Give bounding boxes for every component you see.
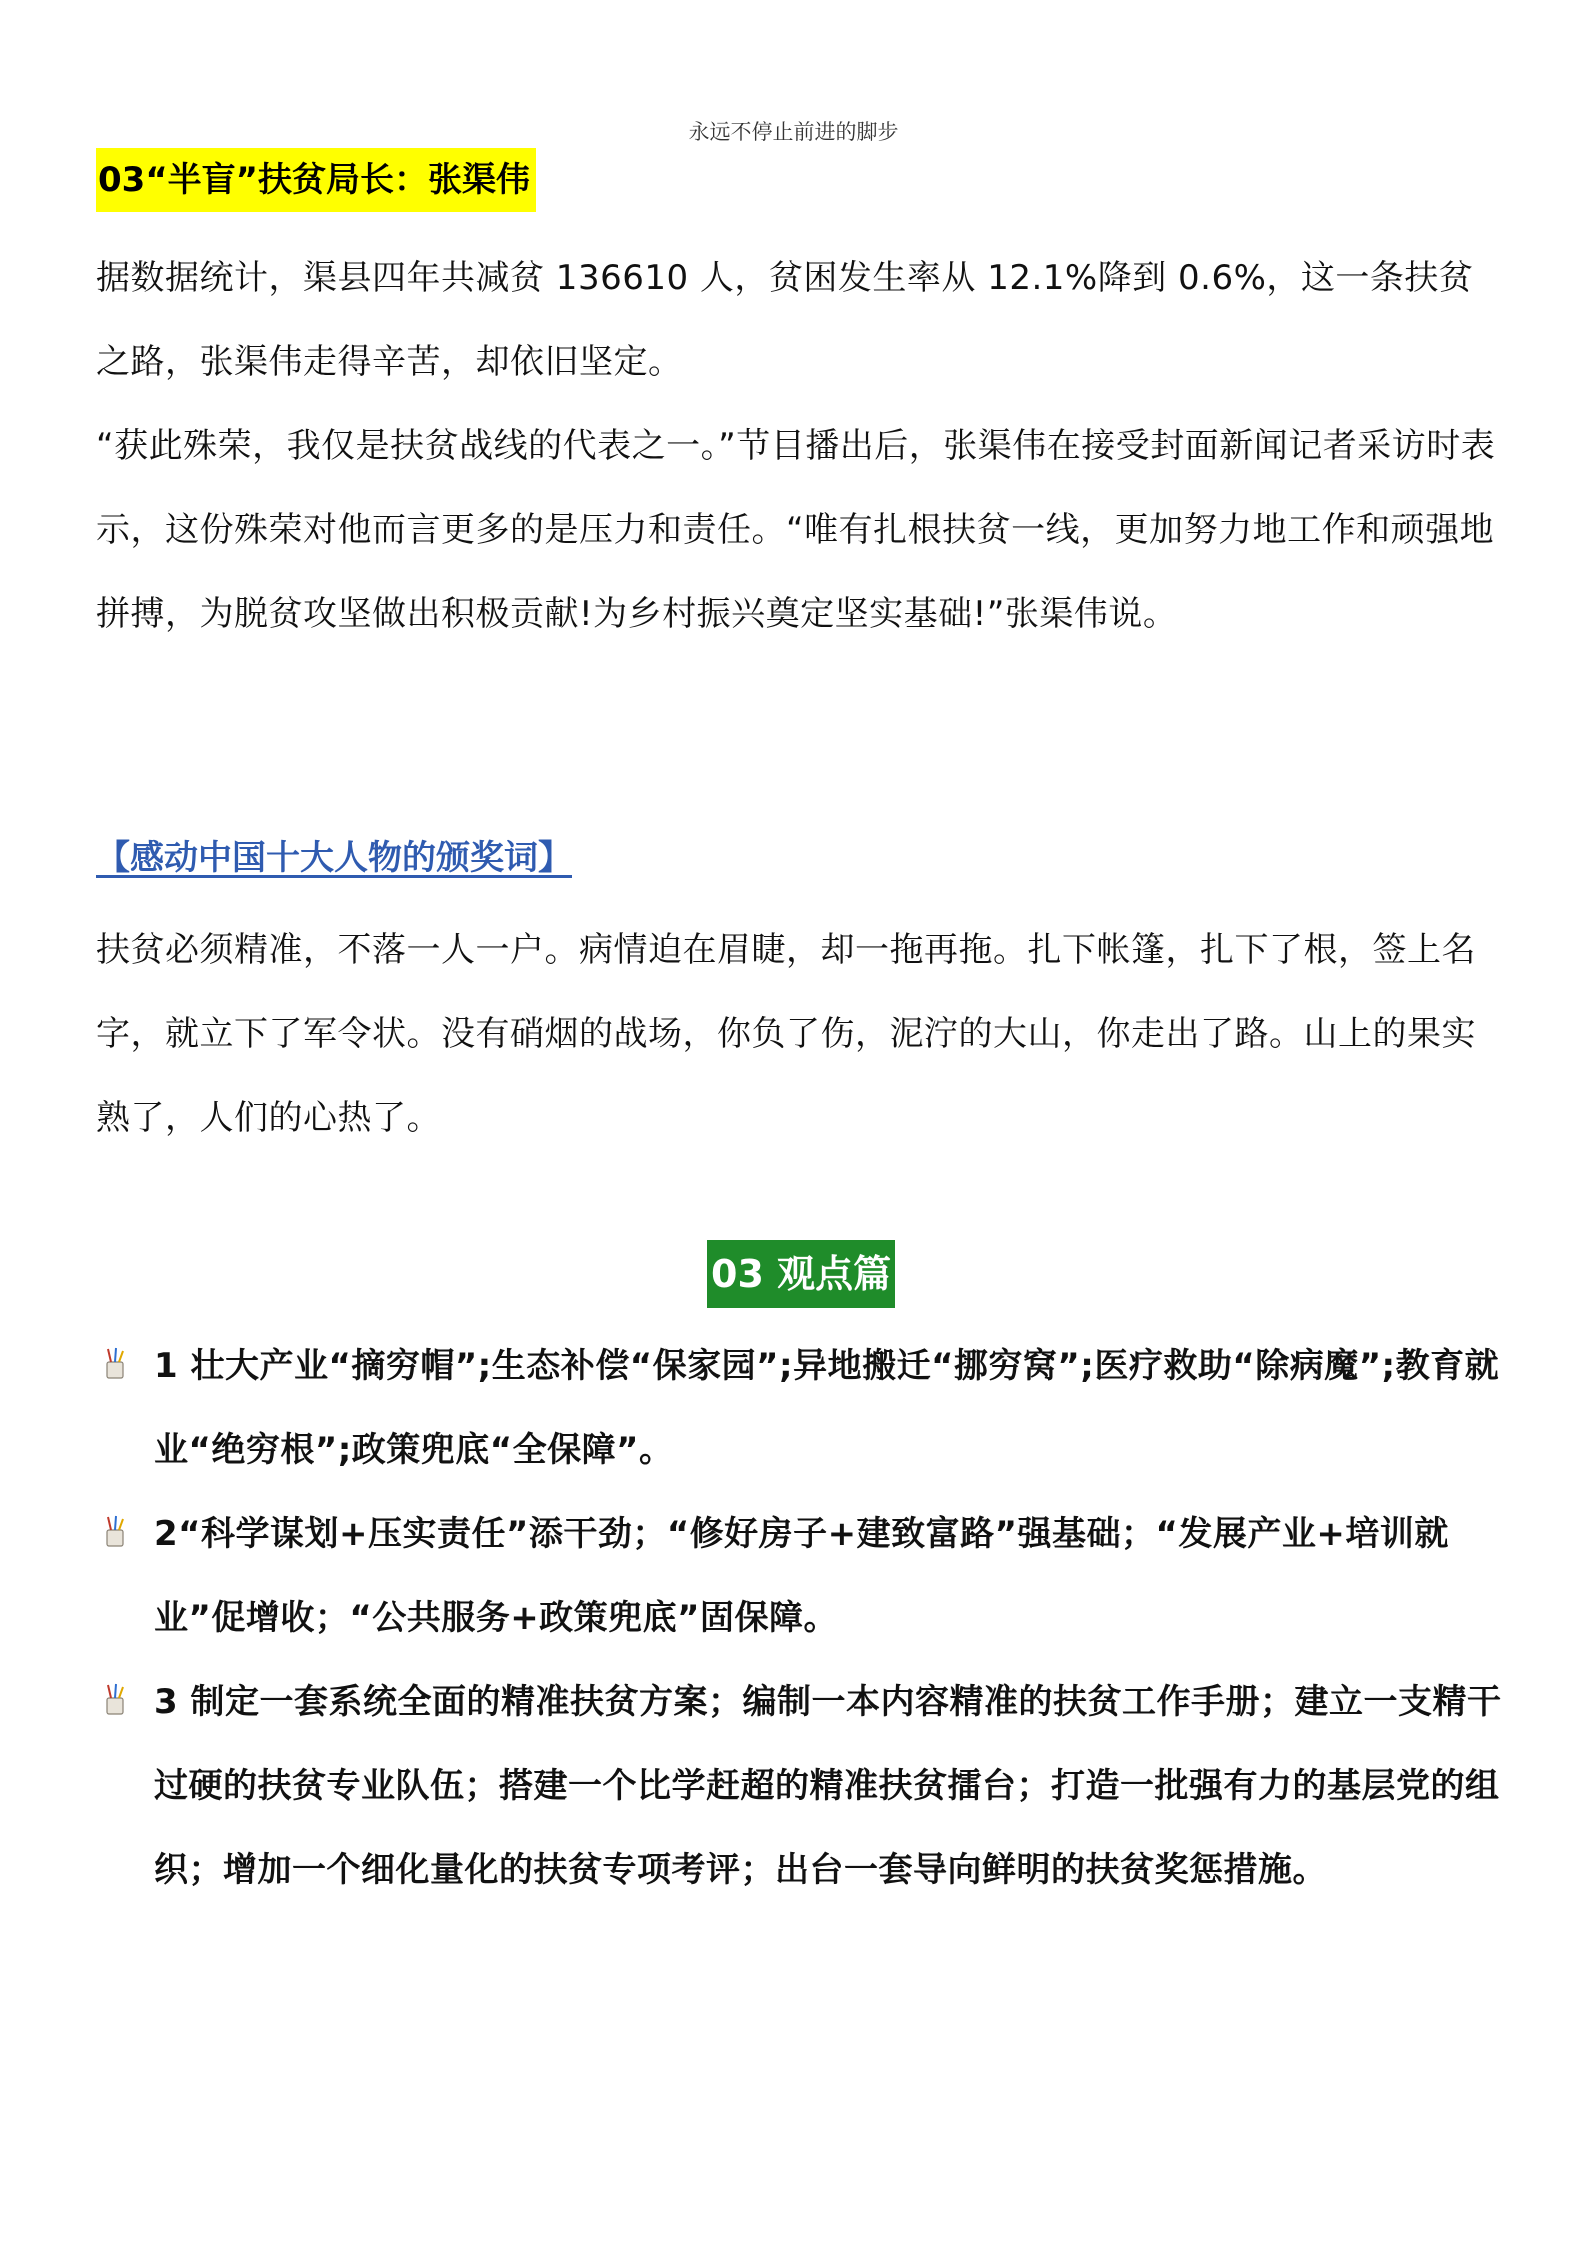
running-header: 永远不停止前进的脚步 (688, 120, 899, 144)
award-heading: 【感动中国十大人物的颁奖词】 (96, 838, 572, 878)
viewpoint-heading: 03 观点篇 (707, 1240, 895, 1308)
pencil-cup-icon (102, 1514, 128, 1548)
paragraph-interview: “获此殊荣，我仅是扶贫战线的代表之一。”节目播出后，张渠伟在接受封面新闻记者采访时表示，这份殊荣对他而言更多的是压力和责任。“唯有扎根扶贫一线，更加努力地工作和顽强地拼搏，为脱贫攻坚做出积极贡献!为乡村振兴奠定坚实基础!”张渠伟说。 (96, 426, 1496, 634)
award-citation: 扶贫必须精准，不落一人一户。病情迫在眉睫，却一拖再拖。扎下帐篷，扎下了根，签上名字，就立下了军令状。没有硝烟的战场，你负了伤，泥泞的大山，你走出了路。山上的果实熟了，人们的心热了。 (96, 930, 1476, 1138)
paragraph-statistics: 据数据统计，渠县四年共减贫 136610 人，贫困发生率从 12.1%降到 0.6%，这一条扶贫之路，张渠伟走得辛苦，却依旧坚定。 (96, 258, 1474, 382)
viewpoint-list (96, 1324, 1516, 1912)
list-item (96, 1324, 1516, 1492)
section-heading-zhang-quwei: 03“半盲”扶贫局长：张渠伟 (96, 148, 536, 212)
viewpoint-text-2: 2“科学谋划+压实责任”添干劲；“修好房子+建致富路”强基础；“发展产业+培训就业”促增收；“公共服务+政策兜底”固保障。 (154, 1514, 1449, 1638)
pencil-cup-icon (102, 1682, 128, 1716)
list-item (96, 1492, 1516, 1660)
viewpoint-text-3: 3 制定一套系统全面的精准扶贫方案；编制一本内容精准的扶贫工作手册；建立一支精干过硬的扶贫专业队伍；搭建一个比学赶超的精准扶贫擂台；打造一批强有力的基层党的组织；增加一个细化量化的扶贫专项考评；出台一套导向鲜明的扶贫奖惩措施。 (154, 1682, 1502, 1890)
viewpoint-text-1: 1 壮大产业“摘穷帽”;生态补偿“保家园”;异地搬迁“挪穷窝”;医疗救助“除病魔”;教育就业“绝穷根”;政策兜底“全保障”。 (154, 1346, 1500, 1470)
list-item (96, 1660, 1516, 1912)
pencil-cup-icon (102, 1346, 128, 1380)
